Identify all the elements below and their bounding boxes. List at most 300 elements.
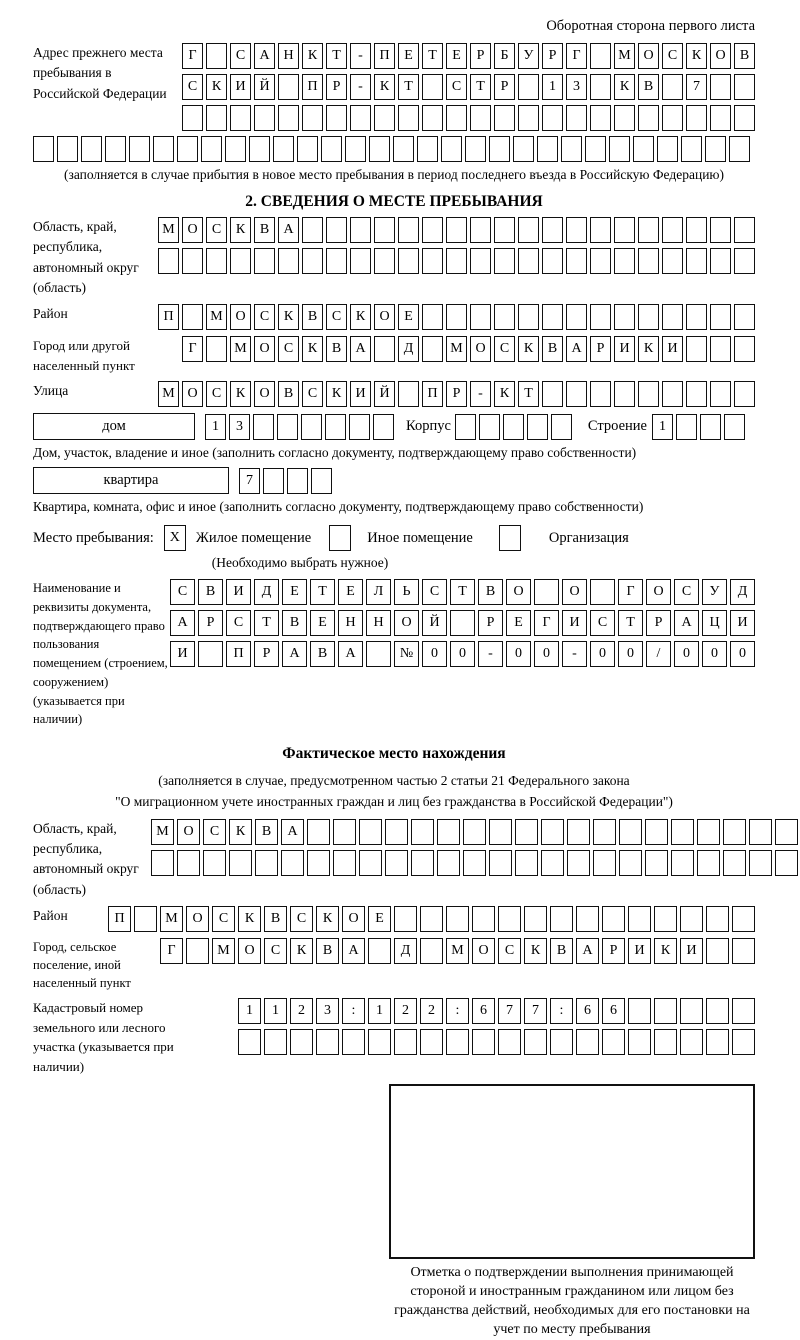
form-cell[interactable]: У [518, 43, 539, 69]
form-cell[interactable]: 2 [290, 998, 313, 1024]
form-cell[interactable]: Т [470, 74, 491, 100]
form-cell[interactable] [680, 998, 703, 1024]
form-cell[interactable]: Р [326, 74, 347, 100]
form-cell[interactable] [349, 414, 370, 440]
form-cell[interactable]: О [506, 579, 531, 605]
form-cell[interactable]: Р [494, 74, 515, 100]
form-cell[interactable] [775, 850, 798, 876]
form-cell[interactable]: 7 [686, 74, 707, 100]
form-cell[interactable]: К [302, 336, 323, 362]
form-cell[interactable] [302, 105, 323, 131]
form-cell[interactable] [422, 304, 443, 330]
form-cell[interactable] [681, 136, 702, 162]
form-cell[interactable] [710, 217, 731, 243]
form-cell[interactable] [590, 304, 611, 330]
form-cell[interactable]: - [350, 43, 371, 69]
form-cell[interactable] [394, 906, 417, 932]
form-cell[interactable]: М [158, 217, 179, 243]
form-cell[interactable] [366, 641, 391, 667]
form-cell[interactable] [619, 819, 642, 845]
form-cell[interactable] [680, 906, 703, 932]
form-cell[interactable]: Р [646, 610, 671, 636]
form-cell[interactable] [590, 74, 611, 100]
form-cell[interactable]: Г [566, 43, 587, 69]
form-cell[interactable] [734, 381, 755, 407]
form-cell[interactable] [638, 381, 659, 407]
form-cell[interactable]: К [494, 381, 515, 407]
form-cell[interactable] [374, 217, 395, 243]
form-cell[interactable]: К [686, 43, 707, 69]
form-cell[interactable] [253, 414, 274, 440]
form-cell[interactable] [614, 381, 635, 407]
form-cell[interactable] [749, 819, 772, 845]
form-cell[interactable] [287, 468, 308, 494]
form-cell[interactable] [420, 1029, 443, 1055]
form-cell[interactable] [518, 248, 539, 274]
form-cell[interactable]: Р [198, 610, 223, 636]
form-cell[interactable] [686, 336, 707, 362]
checkbox-residential[interactable]: X [164, 525, 186, 551]
form-cell[interactable]: / [646, 641, 671, 667]
form-cell[interactable] [385, 819, 408, 845]
form-cell[interactable] [734, 74, 755, 100]
form-cell[interactable] [105, 136, 126, 162]
form-cell[interactable]: С [674, 579, 699, 605]
form-cell[interactable]: А [338, 641, 363, 667]
form-cell[interactable]: Р [446, 381, 467, 407]
form-cell[interactable] [593, 850, 616, 876]
form-cell[interactable] [273, 136, 294, 162]
form-cell[interactable]: Г [182, 43, 203, 69]
form-cell[interactable] [446, 906, 469, 932]
form-cell[interactable] [671, 850, 694, 876]
form-cell[interactable] [602, 906, 625, 932]
form-cell[interactable] [422, 105, 443, 131]
form-cell[interactable] [662, 381, 683, 407]
form-cell[interactable] [705, 136, 726, 162]
form-cell[interactable] [518, 105, 539, 131]
form-cell[interactable] [446, 304, 467, 330]
form-cell[interactable] [590, 579, 615, 605]
form-cell[interactable]: Н [278, 43, 299, 69]
form-cell[interactable] [513, 136, 534, 162]
form-cell[interactable]: И [662, 336, 683, 362]
form-cell[interactable] [177, 136, 198, 162]
form-cell[interactable] [654, 1029, 677, 1055]
form-cell[interactable] [749, 850, 772, 876]
form-cell[interactable]: О [710, 43, 731, 69]
form-cell[interactable] [394, 1029, 417, 1055]
form-cell[interactable] [686, 217, 707, 243]
form-cell[interactable] [129, 136, 150, 162]
form-cell[interactable] [57, 136, 78, 162]
form-cell[interactable]: 1 [264, 998, 287, 1024]
form-cell[interactable]: Р [254, 641, 279, 667]
form-cell[interactable] [393, 136, 414, 162]
form-cell[interactable]: К [374, 74, 395, 100]
form-cell[interactable] [255, 850, 278, 876]
form-cell[interactable]: Т [422, 43, 443, 69]
form-cell[interactable] [734, 304, 755, 330]
form-cell[interactable] [441, 136, 462, 162]
form-cell[interactable] [654, 906, 677, 932]
form-cell[interactable] [494, 248, 515, 274]
form-cell[interactable]: Й [374, 381, 395, 407]
form-cell[interactable] [472, 1029, 495, 1055]
form-cell[interactable]: К [638, 336, 659, 362]
form-cell[interactable] [398, 217, 419, 243]
form-cell[interactable] [524, 1029, 547, 1055]
form-cell[interactable] [398, 248, 419, 274]
form-cell[interactable]: С [290, 906, 313, 932]
form-cell[interactable] [369, 136, 390, 162]
form-cell[interactable]: К [350, 304, 371, 330]
form-cell[interactable]: 3 [229, 414, 250, 440]
form-cell[interactable]: О [470, 336, 491, 362]
form-cell[interactable]: С [498, 938, 521, 964]
form-cell[interactable] [316, 1029, 339, 1055]
form-cell[interactable]: У [702, 579, 727, 605]
form-cell[interactable]: В [478, 579, 503, 605]
form-cell[interactable]: С [446, 74, 467, 100]
form-cell[interactable] [489, 819, 512, 845]
form-cell[interactable] [541, 850, 564, 876]
form-cell[interactable]: В [282, 610, 307, 636]
form-cell[interactable]: О [182, 381, 203, 407]
form-cell[interactable]: М [446, 938, 469, 964]
form-cell[interactable] [498, 1029, 521, 1055]
form-cell[interactable]: С [422, 579, 447, 605]
form-cell[interactable] [342, 1029, 365, 1055]
form-cell[interactable] [590, 217, 611, 243]
form-cell[interactable]: Т [326, 43, 347, 69]
form-cell[interactable]: К [524, 938, 547, 964]
form-cell[interactable] [465, 136, 486, 162]
form-cell[interactable]: С [662, 43, 683, 69]
form-cell[interactable]: К [290, 938, 313, 964]
form-cell[interactable] [724, 414, 745, 440]
form-cell[interactable] [593, 819, 616, 845]
form-cell[interactable]: С [203, 819, 226, 845]
form-cell[interactable] [350, 248, 371, 274]
form-cell[interactable]: О [646, 579, 671, 605]
form-cell[interactable] [326, 248, 347, 274]
form-cell[interactable] [628, 906, 651, 932]
form-cell[interactable] [518, 217, 539, 243]
form-cell[interactable] [567, 819, 590, 845]
form-cell[interactable] [498, 906, 521, 932]
form-cell[interactable] [542, 105, 563, 131]
form-cell[interactable] [710, 248, 731, 274]
form-cell[interactable] [537, 136, 558, 162]
checkbox-other-premises[interactable] [329, 525, 351, 551]
form-cell[interactable] [503, 414, 524, 440]
form-cell[interactable] [422, 74, 443, 100]
form-cell[interactable] [206, 43, 227, 69]
form-cell[interactable] [638, 217, 659, 243]
form-cell[interactable]: Ь [394, 579, 419, 605]
form-cell[interactable] [206, 336, 227, 362]
form-cell[interactable]: А [674, 610, 699, 636]
form-cell[interactable] [633, 136, 654, 162]
form-cell[interactable]: 0 [422, 641, 447, 667]
form-cell[interactable] [619, 850, 642, 876]
form-cell[interactable]: П [422, 381, 443, 407]
form-cell[interactable]: Р [478, 610, 503, 636]
form-cell[interactable]: Д [398, 336, 419, 362]
form-cell[interactable] [609, 136, 630, 162]
form-cell[interactable] [706, 906, 729, 932]
form-cell[interactable] [676, 414, 697, 440]
form-cell[interactable]: Т [398, 74, 419, 100]
form-cell[interactable] [230, 105, 251, 131]
form-cell[interactable]: И [350, 381, 371, 407]
form-cell[interactable] [542, 304, 563, 330]
form-cell[interactable]: О [472, 938, 495, 964]
form-cell[interactable] [680, 1029, 703, 1055]
form-cell[interactable]: Е [398, 43, 419, 69]
form-cell[interactable] [638, 105, 659, 131]
form-cell[interactable] [203, 850, 226, 876]
form-cell[interactable]: В [264, 906, 287, 932]
form-cell[interactable] [225, 136, 246, 162]
form-cell[interactable] [494, 217, 515, 243]
form-cell[interactable] [281, 850, 304, 876]
form-cell[interactable] [662, 248, 683, 274]
form-cell[interactable]: В [550, 938, 573, 964]
form-cell[interactable] [602, 1029, 625, 1055]
form-cell[interactable]: 1 [542, 74, 563, 100]
form-cell[interactable] [732, 998, 755, 1024]
form-cell[interactable] [662, 105, 683, 131]
form-cell[interactable]: А [170, 610, 195, 636]
form-cell[interactable]: 1 [205, 414, 226, 440]
form-cell[interactable]: 7 [498, 998, 521, 1024]
form-cell[interactable]: Р [542, 43, 563, 69]
form-cell[interactable]: И [562, 610, 587, 636]
form-cell[interactable] [645, 850, 668, 876]
form-cell[interactable] [420, 938, 443, 964]
form-cell[interactable] [576, 1029, 599, 1055]
form-cell[interactable] [417, 136, 438, 162]
form-cell[interactable] [437, 819, 460, 845]
form-cell[interactable]: П [226, 641, 251, 667]
form-cell[interactable]: И [680, 938, 703, 964]
form-cell[interactable]: М [151, 819, 174, 845]
form-cell[interactable] [230, 248, 251, 274]
form-cell[interactable]: : [446, 998, 469, 1024]
form-cell[interactable] [326, 105, 347, 131]
form-cell[interactable] [263, 468, 284, 494]
form-cell[interactable]: А [566, 336, 587, 362]
form-cell[interactable] [566, 248, 587, 274]
form-cell[interactable]: К [229, 819, 252, 845]
form-cell[interactable] [350, 217, 371, 243]
form-cell[interactable] [686, 304, 707, 330]
form-cell[interactable] [645, 819, 668, 845]
form-cell[interactable]: С [494, 336, 515, 362]
form-cell[interactable] [186, 938, 209, 964]
form-cell[interactable] [368, 1029, 391, 1055]
form-cell[interactable] [614, 248, 635, 274]
form-cell[interactable] [706, 1029, 729, 1055]
form-cell[interactable] [350, 105, 371, 131]
form-cell[interactable] [81, 136, 102, 162]
form-cell[interactable] [614, 304, 635, 330]
form-cell[interactable] [470, 217, 491, 243]
form-cell[interactable]: О [638, 43, 659, 69]
form-cell[interactable]: Е [282, 579, 307, 605]
form-cell[interactable]: 1 [238, 998, 261, 1024]
form-cell[interactable]: А [342, 938, 365, 964]
form-cell[interactable] [614, 105, 635, 131]
form-cell[interactable] [446, 217, 467, 243]
form-cell[interactable] [422, 336, 443, 362]
form-cell[interactable]: Т [518, 381, 539, 407]
form-cell[interactable]: Е [338, 579, 363, 605]
form-cell[interactable] [551, 414, 572, 440]
form-cell[interactable] [710, 381, 731, 407]
form-cell[interactable]: В [638, 74, 659, 100]
form-cell[interactable]: В [316, 938, 339, 964]
form-cell[interactable]: К [238, 906, 261, 932]
form-cell[interactable] [590, 248, 611, 274]
checkbox-organization[interactable] [499, 525, 521, 551]
form-cell[interactable]: М [160, 906, 183, 932]
form-cell[interactable] [732, 938, 755, 964]
form-cell[interactable]: П [374, 43, 395, 69]
form-cell[interactable]: С [302, 381, 323, 407]
form-cell[interactable] [201, 136, 222, 162]
form-cell[interactable] [254, 105, 275, 131]
form-cell[interactable] [470, 105, 491, 131]
form-cell[interactable] [566, 217, 587, 243]
form-cell[interactable]: 3 [316, 998, 339, 1024]
form-cell[interactable] [158, 248, 179, 274]
form-cell[interactable] [198, 641, 223, 667]
form-cell[interactable]: - [350, 74, 371, 100]
form-cell[interactable]: 0 [534, 641, 559, 667]
form-cell[interactable] [524, 906, 547, 932]
form-cell[interactable]: Л [366, 579, 391, 605]
form-cell[interactable] [657, 136, 678, 162]
form-cell[interactable] [373, 414, 394, 440]
form-cell[interactable]: 1 [368, 998, 391, 1024]
form-cell[interactable]: М [446, 336, 467, 362]
form-cell[interactable] [374, 336, 395, 362]
form-cell[interactable]: М [230, 336, 251, 362]
form-cell[interactable] [706, 938, 729, 964]
form-cell[interactable] [734, 336, 755, 362]
form-cell[interactable]: : [550, 998, 573, 1024]
form-cell[interactable] [723, 819, 746, 845]
form-cell[interactable] [550, 1029, 573, 1055]
form-cell[interactable]: И [614, 336, 635, 362]
form-cell[interactable]: - [470, 381, 491, 407]
form-cell[interactable] [518, 74, 539, 100]
form-cell[interactable] [301, 414, 322, 440]
form-cell[interactable]: О [254, 336, 275, 362]
form-cell[interactable]: Д [394, 938, 417, 964]
form-cell[interactable] [775, 819, 798, 845]
form-cell[interactable]: И [170, 641, 195, 667]
form-cell[interactable] [278, 74, 299, 100]
form-cell[interactable]: С [206, 217, 227, 243]
form-cell[interactable]: Д [254, 579, 279, 605]
form-cell[interactable] [422, 248, 443, 274]
form-cell[interactable]: В [542, 336, 563, 362]
form-cell[interactable]: Б [494, 43, 515, 69]
form-cell[interactable]: М [206, 304, 227, 330]
form-cell[interactable]: П [302, 74, 323, 100]
form-cell[interactable]: К [206, 74, 227, 100]
form-cell[interactable]: О [186, 906, 209, 932]
form-cell[interactable]: К [230, 217, 251, 243]
form-cell[interactable] [686, 381, 707, 407]
form-cell[interactable] [206, 248, 227, 274]
form-cell[interactable] [671, 819, 694, 845]
form-cell[interactable]: С [206, 381, 227, 407]
form-cell[interactable] [638, 304, 659, 330]
form-cell[interactable] [134, 906, 157, 932]
form-cell[interactable] [463, 850, 486, 876]
form-cell[interactable] [398, 381, 419, 407]
form-cell[interactable] [333, 819, 356, 845]
form-cell[interactable] [420, 906, 443, 932]
form-cell[interactable]: С [170, 579, 195, 605]
form-cell[interactable]: 0 [702, 641, 727, 667]
form-cell[interactable] [732, 906, 755, 932]
form-cell[interactable] [567, 850, 590, 876]
form-cell[interactable]: С [254, 304, 275, 330]
form-cell[interactable]: 0 [450, 641, 475, 667]
form-cell[interactable]: К [614, 74, 635, 100]
form-cell[interactable]: В [734, 43, 755, 69]
form-cell[interactable]: О [394, 610, 419, 636]
form-cell[interactable]: П [158, 304, 179, 330]
form-cell[interactable]: В [255, 819, 278, 845]
form-cell[interactable] [686, 105, 707, 131]
form-cell[interactable] [151, 850, 174, 876]
form-cell[interactable] [325, 414, 346, 440]
form-cell[interactable] [333, 850, 356, 876]
form-cell[interactable]: 0 [730, 641, 755, 667]
form-cell[interactable] [326, 217, 347, 243]
form-cell[interactable]: 7 [239, 468, 260, 494]
form-cell[interactable] [494, 304, 515, 330]
form-cell[interactable] [455, 414, 476, 440]
form-cell[interactable] [729, 136, 750, 162]
form-cell[interactable] [590, 43, 611, 69]
form-cell[interactable]: О [238, 938, 261, 964]
form-cell[interactable]: А [254, 43, 275, 69]
form-cell[interactable] [182, 304, 203, 330]
form-cell[interactable]: А [576, 938, 599, 964]
form-cell[interactable]: 7 [524, 998, 547, 1024]
form-cell[interactable] [662, 304, 683, 330]
form-cell[interactable]: 3 [566, 74, 587, 100]
form-cell[interactable]: В [302, 304, 323, 330]
form-cell[interactable]: В [254, 217, 275, 243]
form-cell[interactable]: И [226, 579, 251, 605]
form-cell[interactable]: Т [310, 579, 335, 605]
form-cell[interactable] [385, 850, 408, 876]
form-cell[interactable] [542, 381, 563, 407]
form-cell[interactable] [254, 248, 275, 274]
form-cell[interactable] [437, 850, 460, 876]
form-cell[interactable] [177, 850, 200, 876]
form-cell[interactable]: О [182, 217, 203, 243]
